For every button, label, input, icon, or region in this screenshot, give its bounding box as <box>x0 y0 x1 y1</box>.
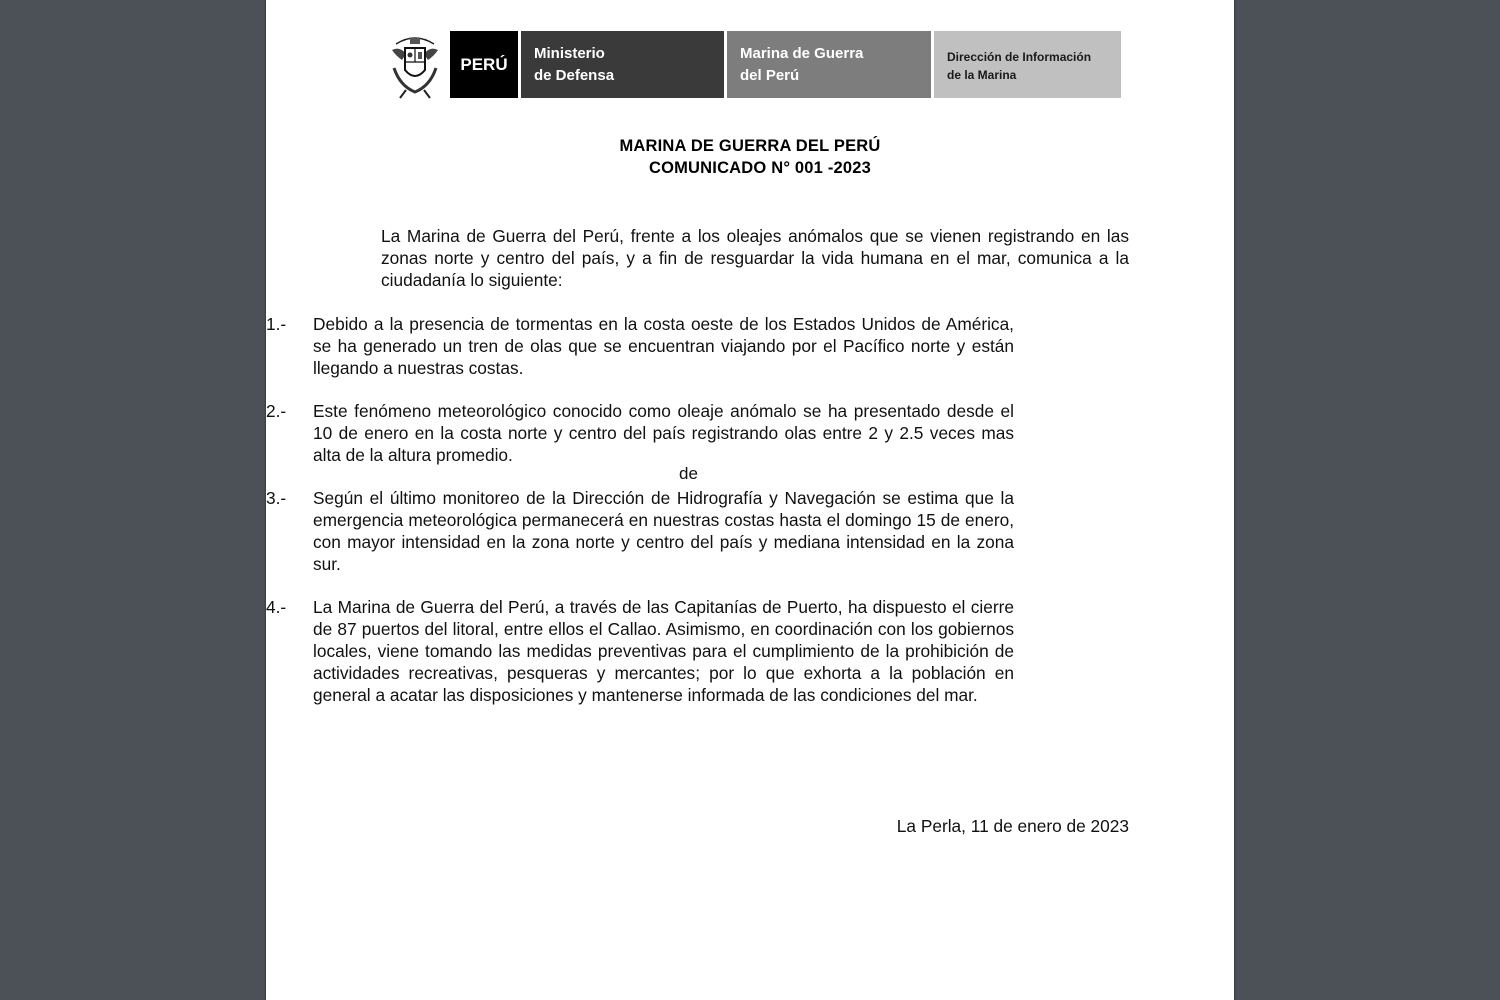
coat-of-arms-icon <box>386 30 444 100</box>
date-line: La Perla, 11 de enero de 2023 <box>896 816 1129 836</box>
item-text: Según el último monitoreo de la Dirección de Hidrografía y Navegación se estima que la emergencia meteorológica permanecerá en nuestras costas hasta el domingo 15 de enero, con mayor intensidad en la zona norte y centro del país y mediana intensidad en la zona sur. <box>313 488 1014 574</box>
communique-number: COMUNICADO N° 001 -2023 <box>648 159 872 177</box>
item-number: 4.- <box>266 597 287 617</box>
item-number: 3.- <box>266 488 287 508</box>
direccion-label: Dirección de Información de la Marina <box>934 31 1121 98</box>
document-title: MARINA DE GUERRA DEL PERÚ <box>619 137 881 155</box>
item-text: La Marina de Guerra del Perú, a través de las Capitanías de Puerto, ha dispuesto el cierre de 87 puertos del litoral, entre ellos el Callao. Asimismo, en coordinación con los gobiernos locales, viene tomando las medidas preventivas para el cumplimiento de la prohibición de actividades recreativas, pesqueras y mercantes; por lo que exhorta a la población en general a acatar las disposiciones y mantenerse informada de las condiciones del mar. <box>313 597 1014 705</box>
intro-paragraph: La Marina de Guerra del Perú, frente a los oleajes anómalos que se vienen registrando en las zonas norte y centro del país, y a fin de resguardar la vida humana en el mar, comunica a la ciudadanía lo siguiente: <box>381 226 1129 290</box>
item-number: 2.- <box>266 401 287 421</box>
stray-text: de <box>679 464 698 483</box>
peru-label: PERÚ <box>450 31 518 98</box>
letterhead <box>386 30 1126 100</box>
document-page <box>266 0 1234 1000</box>
item-text: Debido a la presencia de tormentas en la costa oeste de los Estados Unidos de América, se ha generado un tren de olas que se encuentran viajando por el Pacífico norte y están llegando a nuestras costas. <box>313 314 1014 378</box>
item-text: Este fenómeno meteorológico conocido como oleaje anómalo se ha presentado desde el 10 de enero en la costa norte y centro del país registrando olas entre 2 y 2.5 veces mas alta de la altura promedio. <box>313 401 1014 465</box>
marina-label: Marina de Guerra del Perú <box>727 31 931 98</box>
ministerio-label: Ministerio de Defensa <box>521 31 724 98</box>
item-number: 1.- <box>266 314 287 334</box>
